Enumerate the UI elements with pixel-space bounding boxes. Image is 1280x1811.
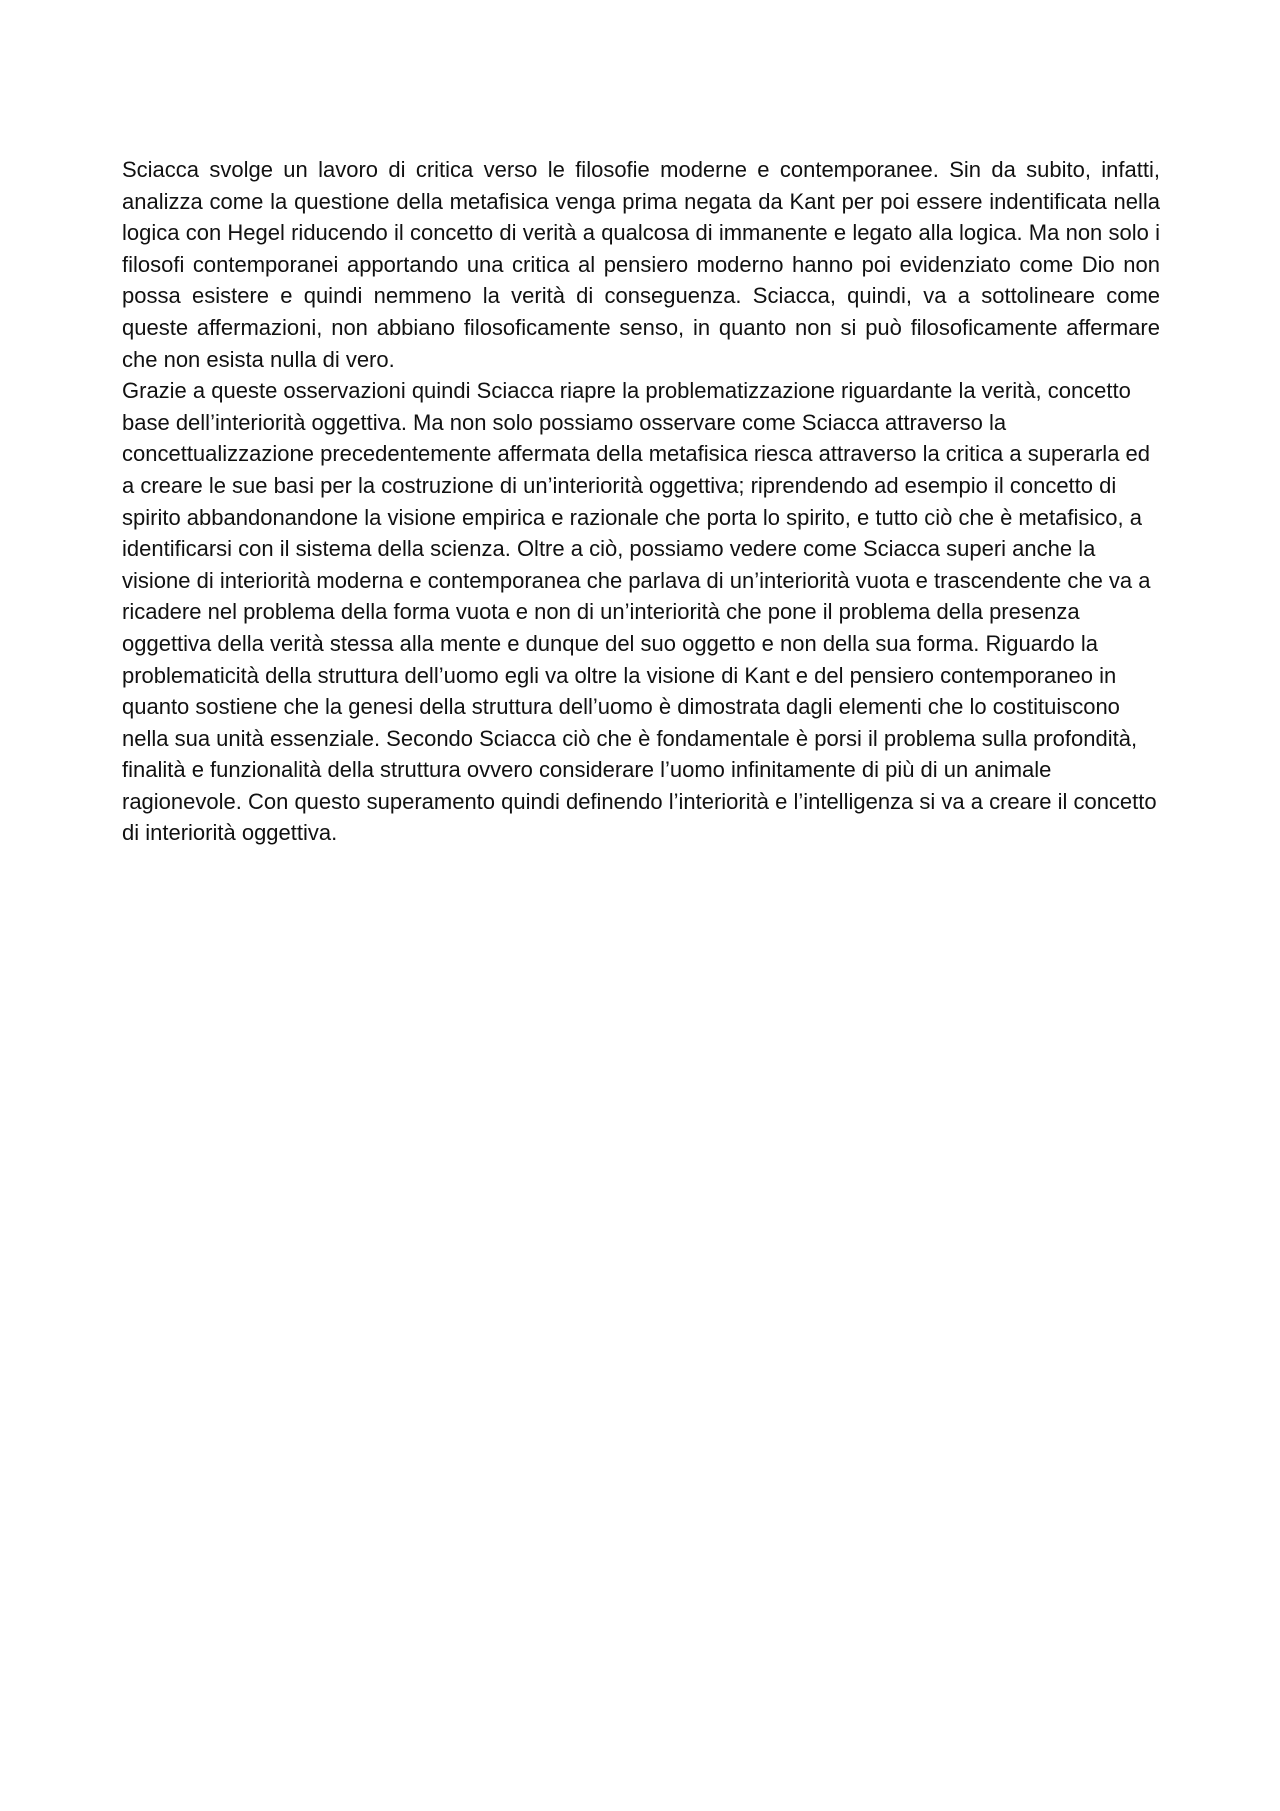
paragraph-1: Sciacca svolge un lavoro di critica verso le filosofie moderne e contemporanee. Sin da subito, infatti, analizza come la questione della metafisica venga prima negata da Kant per poi essere indentificata nella logica con Hegel riducendo il concetto di verità a qualcosa di immanente e legato alla logica. Ma non solo i filosofi contemporanei apportando una critica al pensiero moderno hanno poi evidenziato come Dio non possa esistere e quindi nemmeno la verità di conseguenza. Sciacca, quindi, va a sottolineare come queste affermazioni, non abbiano filosoficamente senso, in quanto non si può filosoficamente affermare che non esista nulla di vero.	[122, 157, 1160, 372]
body-text	[122, 154, 1160, 849]
paragraph-2: Grazie a queste osservazioni quindi Sciacca riapre la problematizzazione riguardante la verità, concetto base dell’interiorità oggettiva. Ma non solo possiamo osservare come Sciacca attraverso la concettualizzazione precedentemente affermata della metafisica riesca attraverso la critica a superarla ed a creare le sue basi per la costruzione di un’interiorità oggettiva; riprendendo ad esempio il concetto di spirito abbandonandone la visione empirica e razionale che porta lo spirito, e tutto ciò che è metafisico, a identificarsi con il sistema della scienza. Oltre a ciò, possiamo vedere come Sciacca superi anche la visione di interiorità moderna e contemporanea che parlava di un’interiorità vuota e trascendente che va a ricadere nel problema della forma vuota e non di un’interiorità che pone il problema della presenza oggettiva della verità stessa alla mente e dunque del suo oggetto e non della sua forma. Riguardo la problematicità della struttura dell’uomo egli va oltre la visione di Kant e del pensiero contemporaneo in quanto sostiene che la genesi della struttura dell’uomo è dimostrata dagli elementi che lo costituiscono nella sua unità essenziale. Secondo Sciacca ciò che è fondamentale è porsi il problema sulla profondità, finalità e funzionalità della struttura ovvero considerare l’uomo infinitamente di più di un animale ragionevole. Con questo superamento quindi definendo l’interiorità e l’intelligenza si va a creare il concetto di interiorità oggettiva.	[122, 378, 1157, 846]
